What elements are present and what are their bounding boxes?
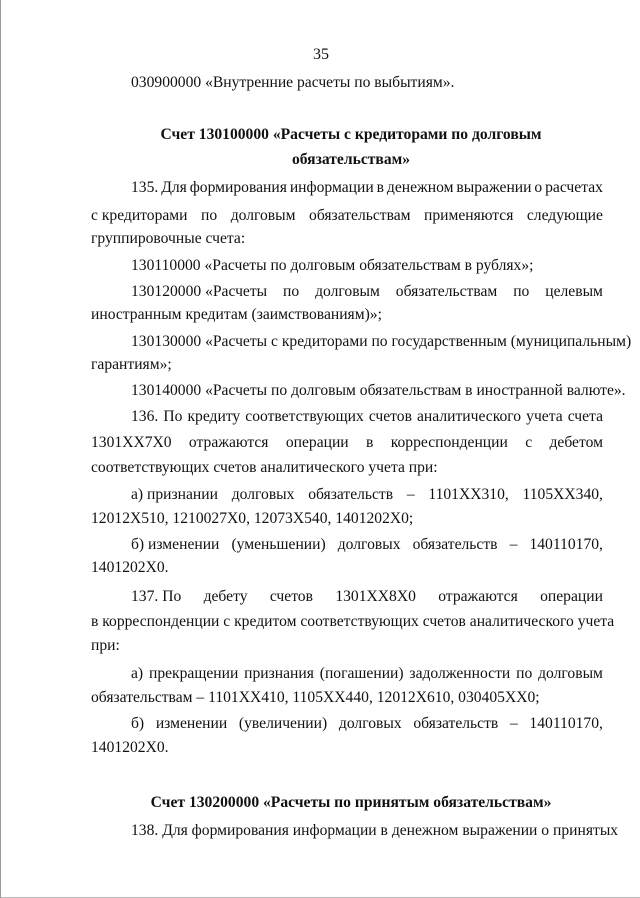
word: б) <box>131 715 145 732</box>
word: обязательств <box>412 536 498 553</box>
word: дебетом <box>549 434 603 451</box>
word: обязательств <box>413 715 499 732</box>
word: Для <box>161 179 187 196</box>
word: долговых <box>338 715 402 732</box>
word: расчетах <box>545 179 603 196</box>
word: денежном <box>386 179 454 196</box>
top-line: 030900000 «Внутренние расчеты по выбытиям». <box>131 74 455 91</box>
word: долговым <box>230 207 296 224</box>
word: следующие <box>526 207 603 224</box>
word: счетов <box>368 408 412 425</box>
p135-line1 <box>131 178 603 198</box>
word: долговым <box>315 283 380 300</box>
word: (погашении) <box>319 665 404 682</box>
account-130130000-line1: 130130000 «Расчеты с кредиторами по государственным (муниципальным) <box>131 333 632 350</box>
word: По <box>163 408 183 425</box>
word: задолженности <box>409 665 511 682</box>
p138-line1: 138. Для формирования информации в денежном выражении о принятых <box>131 822 619 839</box>
word: по <box>201 207 218 224</box>
word: применяются <box>424 207 514 224</box>
p137-b-line2: 1401202Х0. <box>91 739 169 756</box>
section2-title: Счет 130200000 «Расчеты по принятым обязательствам» <box>150 794 552 811</box>
word: в <box>376 179 384 196</box>
word: операции <box>285 434 349 451</box>
word: б) изменении <box>131 536 220 553</box>
account-130110000: 130110000 «Расчеты по долговым обязательствам в рублях»; <box>131 257 534 274</box>
word: обязательствам <box>395 283 498 300</box>
word: (уменьшении) <box>231 536 326 553</box>
word: корреспонденции <box>390 434 508 451</box>
word: обязательств <box>308 486 394 503</box>
word: а) <box>131 665 144 682</box>
word: учета <box>526 408 563 425</box>
word: – <box>406 486 415 503</box>
word: формирования <box>189 179 287 196</box>
word: – <box>509 536 518 553</box>
word: 1105ХХ340, <box>522 486 603 503</box>
p137-b-line1 <box>131 714 603 734</box>
p136-line3: соответствующих счетов аналитического учета при: <box>91 459 438 476</box>
word: счета <box>567 408 603 425</box>
word: выражении <box>456 179 532 196</box>
p137-a-line1 <box>131 664 603 684</box>
word: дебету <box>203 588 248 605</box>
word: по <box>283 283 300 300</box>
word: долговых <box>231 486 295 503</box>
p136-a-line1 <box>131 485 603 505</box>
word: в <box>366 434 374 451</box>
word: кредиту <box>187 408 241 425</box>
word: с <box>525 434 533 451</box>
p136-line1 <box>131 407 603 427</box>
word: долговым <box>538 665 603 682</box>
word: – <box>509 715 518 732</box>
word: (увеличении) <box>238 715 328 732</box>
account-130140000: 130140000 «Расчеты по долговым обязательствам в иностранной валюте». <box>131 382 626 399</box>
word: долговых <box>337 536 401 553</box>
account-130120000-line2: иностранным кредитам (заимствованиям)»; <box>91 306 382 323</box>
p137-line1 <box>131 587 603 607</box>
word: 135. <box>131 179 159 196</box>
word: обязательствам <box>309 207 411 224</box>
p135-line2 <box>91 206 603 226</box>
word: отражаются <box>188 434 269 451</box>
page-number: 35 <box>313 46 329 63</box>
word: информации <box>289 179 374 196</box>
word: 140110170, <box>529 715 603 732</box>
section1-title-line1: Счет 130100000 «Расчеты с кредиторами по долговым <box>160 126 542 143</box>
p137-line2: в корреспонденции с кредитом соответствующих счетов аналитического учета <box>91 613 615 630</box>
p136-b-line1 <box>131 535 603 555</box>
word: 1301ХХ8Х0 <box>335 588 416 605</box>
word: по <box>513 283 530 300</box>
word: 137. По <box>131 588 182 605</box>
p136-a-line2: 12012Х510, 1210027Х0, 12073Х540, 1401202Х0; <box>91 510 414 527</box>
word: с кредиторами <box>91 207 188 224</box>
account-130120000-line1 <box>131 282 603 302</box>
word: 1101ХХ310, <box>428 486 509 503</box>
word: аналитического <box>417 408 522 425</box>
word: 1301ХХ7Х0 <box>91 434 172 451</box>
p137-line3: при: <box>91 637 120 654</box>
word: прекращении <box>148 665 239 682</box>
p137-a-line2: обязательствам – 1101ХХ410, 1105ХХ440, 12012Х610, 030405ХХ0; <box>91 689 540 706</box>
section1-title-line2: обязательствам» <box>291 151 411 168</box>
word: 140110170, <box>529 536 603 553</box>
word: операции <box>540 588 603 605</box>
word: изменении <box>155 715 228 732</box>
word: о <box>534 179 543 196</box>
word: счетов <box>269 588 313 605</box>
word: соответствующих <box>245 408 364 425</box>
account-130130000-line2: гарантиям»; <box>91 356 172 373</box>
word: 136. <box>131 408 159 425</box>
word: а) признании <box>131 486 218 503</box>
p135-line3: группировочные счета: <box>91 230 246 247</box>
p136-b-line2: 1401202Х0. <box>91 559 169 576</box>
word: по <box>516 665 533 682</box>
p136-line2 <box>91 433 603 453</box>
word: отражаются <box>438 588 518 605</box>
word: целевым <box>545 283 603 300</box>
word: 130120000 «Расчеты <box>131 283 268 300</box>
word: признания <box>244 665 314 682</box>
